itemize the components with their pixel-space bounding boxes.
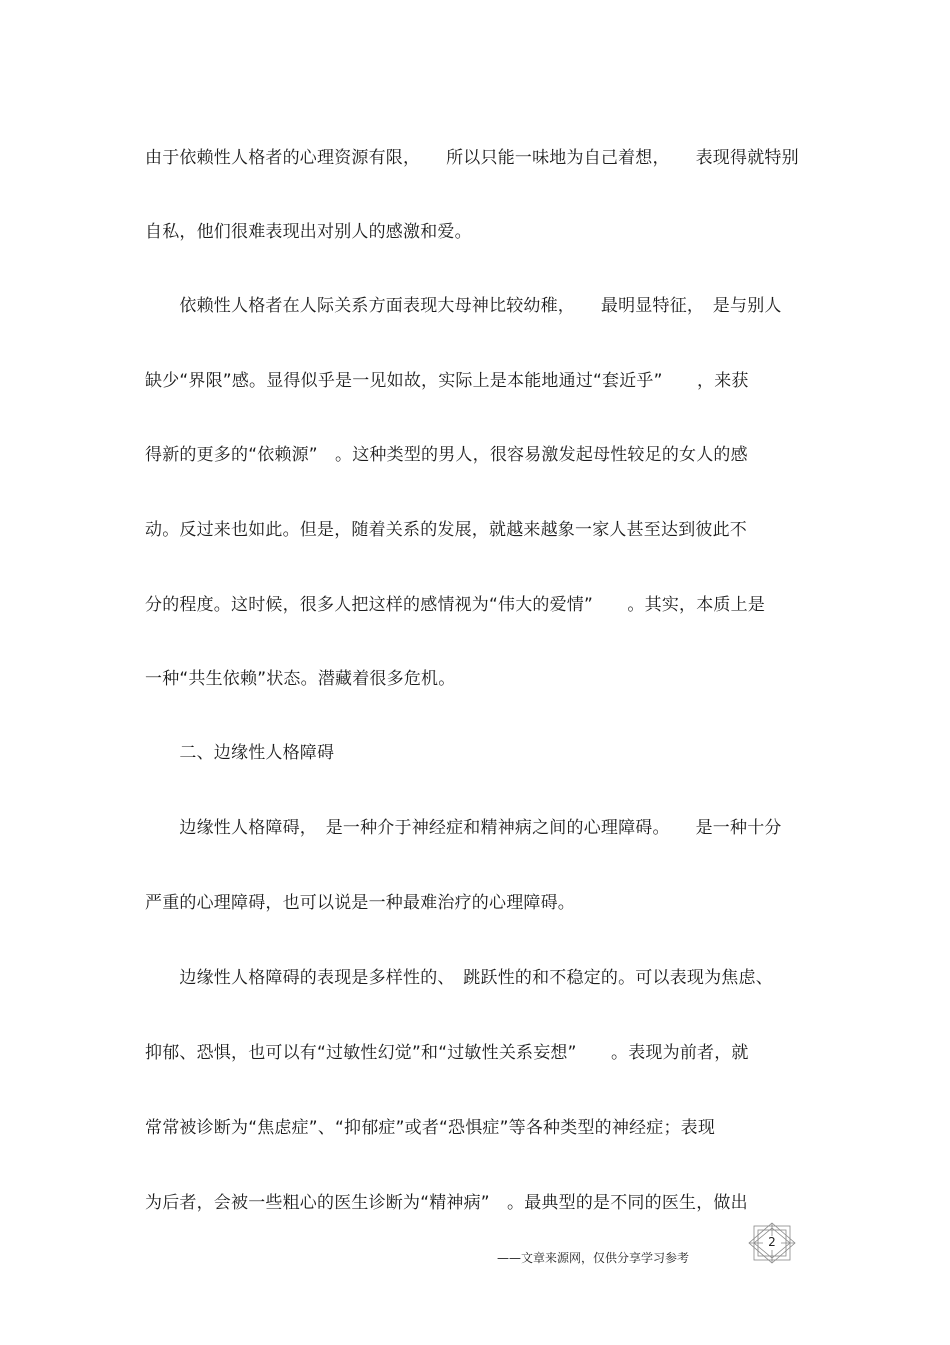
text-line-4: 缺少“界限”感。显得似乎是一见如故，实际上是本能地通过“套近乎” ，来获 <box>145 371 749 391</box>
text-line-10: 边缘性人格障碍， 是一种介于神经症和精神病之间的心理障碍。 是一种十分 <box>145 818 782 838</box>
page-number-badge <box>746 1222 798 1264</box>
text-line-14: 常常被诊断为“焦虑症”、“抑郁症”或者“恐惧症”等各种类型的神经症；表现 <box>145 1118 716 1138</box>
footer-source-note: ——文章来源网，仅供分享学习参考 <box>497 1251 690 1265</box>
text-line-11: 严重的心理障碍，也可以说是一种最难治疗的心理障碍。 <box>145 893 575 913</box>
text-line-8: 一种“共生依赖”状态。潜藏着很多危机。 <box>145 669 456 689</box>
text-line-6: 动。反过来也如此。但是，随着关系的发展，就越来越象一家人甚至达到彼此不 <box>145 520 747 540</box>
text-line-5: 得新的更多的“依赖源” 。这种类型的男人，很容易激发起母性较足的女人的感 <box>145 445 748 465</box>
text-line-12: 边缘性人格障碍的表现是多样性的、 跳跃性的和不稳定的。可以表现为焦虑、 <box>145 968 773 988</box>
section-heading: 二、边缘性人格障碍 <box>145 743 335 763</box>
text-line-3: 依赖性人格者在人际关系方面表现大母神比较幼稚， 最明显特征， 是与别人 <box>145 296 782 316</box>
text-line-1: 由于依赖性人格者的心理资源有限， 所以只能一味地为自己着想， 表现得就特别 <box>145 148 799 168</box>
text-line-7: 分的程度。这时候，很多人把这样的感情视为“伟大的爱情” 。其实，本质上是 <box>145 595 766 615</box>
text-line-2: 自私，他们很难表现出对别人的感激和爱。 <box>145 222 472 242</box>
text-line-13: 抑郁、恐惧，也可以有“过敏性幻觉”和“过敏性关系妄想” 。表现为前者，就 <box>145 1043 749 1063</box>
text-line-15: 为后者，会被一些粗心的医生诊断为“精神病” 。最典型的是不同的医生，做出 <box>145 1193 748 1213</box>
page-number: 2 <box>768 1235 776 1249</box>
